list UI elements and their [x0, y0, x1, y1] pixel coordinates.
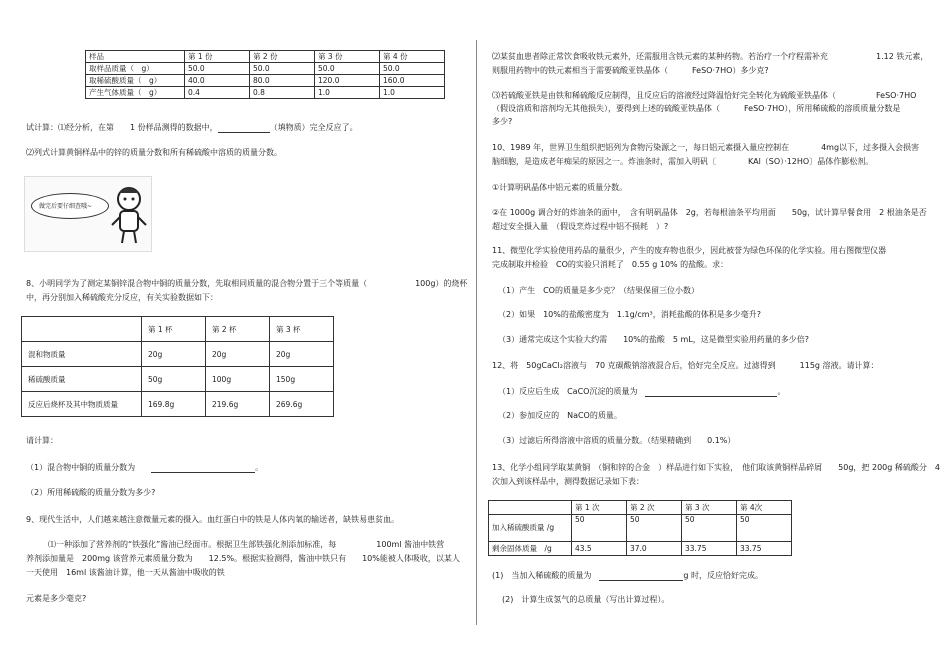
table-cell: 50.0 — [315, 63, 380, 75]
table-cell: 219.6g — [206, 392, 270, 417]
table-cell: 80.0 — [250, 75, 315, 87]
question-9-part-1-line-3: 一天使用 16ml 该酱油计算，他一天从酱油中吸收的铁 — [26, 568, 225, 577]
right-column — [478, 0, 950, 658]
table-cell: 加入稀硫酸质量 /g — [489, 515, 572, 542]
table-row — [86, 75, 445, 87]
table-cell: 50.0 — [380, 63, 445, 75]
table-cell: 50.0 — [185, 63, 250, 75]
table-cell: 1.0 — [315, 87, 380, 99]
table-header-cell: 第 2 份 — [250, 51, 315, 63]
answer-blank[interactable] — [218, 122, 270, 133]
table-header-cell: 第 2 次 — [627, 501, 682, 515]
question-13-line-2: 次加入到该样品中，测得数据记录如下表： — [492, 477, 644, 486]
table-cell: 100g — [206, 367, 270, 392]
question-12-part-1: （1）反应后生成 CaCO沉淀的质量为 。 — [498, 387, 786, 396]
table-cell: 50g — [142, 367, 206, 392]
table-cell: 50 — [737, 515, 792, 542]
table-header-cell — [489, 501, 572, 515]
table-row — [86, 51, 445, 63]
table-cell: 20g — [142, 342, 206, 367]
answer-blank[interactable] — [645, 386, 777, 397]
table-cell: 269.6g — [270, 392, 334, 417]
question-9-part-2-line-1: ⑵某贫血患者除正常饮食吸收铁元素外，还需服用含铁元素的某种药物。若治疗一个疗程需补充 1.12 铁元素， — [492, 52, 929, 61]
table-header-cell: 第 4次 — [737, 501, 792, 515]
table-cell: 混和物质量 — [22, 342, 142, 367]
question-9-part-2-line-2: 则服用药物中的铁元素相当于需要硫酸亚铁晶体（ FeSO·7HO）多少克? — [492, 66, 769, 75]
sample-data-table — [85, 50, 445, 99]
table-row — [86, 63, 445, 75]
table-cell: 50 — [572, 515, 627, 542]
question-9-intro: 9、现代生活中，人们越来越注意微量元素的摄入。血红蛋白中的铁是人体内氧的输送者，缺铁易患贫血。 — [26, 515, 400, 524]
question-10-line-2: 脑细胞，是造成老年痴呆的原因之一。炸油条时，需加入明矾〔 KAl（SO）·12HO〕晶体作膨松剂。 — [492, 157, 874, 166]
table-cell: 0.8 — [250, 87, 315, 99]
question-13-part-1: (1) 当加入稀硫酸的质量为 g 时，反应恰好完成。 — [492, 571, 763, 580]
question-9-part-1-line-1: ⑴一种添加了营养剂的“铁强化”酱油已经面市。根据卫生部铁强化剂添加标准，每 100ml 酱油中铁营 — [48, 540, 445, 549]
question-10-part-2-line-1: ②在 1000g 调合好的炸油条的面中， 含有明矾晶体 2g，若每根油条平均用面 50g，试计算早餐食用 2 根油条是否 — [492, 208, 927, 217]
question-8-ask: 请计算： — [26, 436, 58, 445]
experiment-data-table — [21, 316, 334, 417]
mascot-icon — [111, 185, 147, 245]
table-row — [22, 342, 334, 367]
question-9-part-3-line-1: ⑶若硫酸亚铁是由铁和稀硫酸反应制得，且反应后的溶液经过降温恰好完全转化为硫酸亚铁晶体（ FeSO·7HO — [492, 91, 917, 100]
question-9-part-1-line-2: 养剂添加量是 200mg 该营养元素质量分数为 12.5%。根据实验测得，酱油中铁只有 10%能被人体吸收，以某人 — [26, 554, 460, 563]
answer-blank[interactable] — [151, 462, 255, 473]
table-cell: 0.4 — [185, 87, 250, 99]
question-13-line-1: 13、化学小组同学取某黄铜 （铜和锌的合金 ）样品进行如下实验， 他们取该黄铜样品碎屑 50g，把 200g 稀硫酸分 4 — [492, 463, 940, 472]
question-12-part-3: （3）过滤后所得溶液中溶质的质量分数。（结果精确到 0.1%） — [498, 436, 736, 445]
question-11-part-2: （2）如果 10%的盐酸密度为 1.1g/cm³，消耗盐酸的体积是多少毫升? — [498, 310, 762, 319]
table-header-cell: 第 3 次 — [682, 501, 737, 515]
table-row — [489, 542, 792, 556]
question-12: 12、将 50gCaCl₂溶液与 70 克碳酸钠溶液混合后，恰好完全反应。过滤得到 115g 溶液。请计算： — [492, 361, 879, 370]
table-header-cell: 样品 — [86, 51, 185, 63]
table-cell: 37.0 — [627, 542, 682, 556]
table-cell: 169.8g — [142, 392, 206, 417]
question-13-part-2: (2) 计算生成氢气的总质量（写出计算过程）。 — [502, 595, 670, 604]
table-row — [22, 367, 334, 392]
table-row — [22, 392, 334, 417]
table-cell: 20g — [270, 342, 334, 367]
question-8-line-1: 8、小明同学为了测定某铜锌混合物中铜的质量分数，先取相同质量的混合物分置于三个等质量（ 100g）的烧杯 — [26, 279, 468, 288]
question-9-part-1-line-4: 元素是多少毫克? — [26, 594, 87, 603]
question-11-part-1: （1）产生 CO的质量是多少克？（结果保留三位小数） — [498, 286, 699, 295]
question-7-part-1: 试计算：⑴经分析，在第 1 份样品测得的数据中， （填物质）完全反应了。 — [26, 123, 358, 132]
question-11-line-1: 11、微型化学实验使用药品的量很少，产生的废弃物也很少，因此被誉为绿色环保的化学实验。用右图微型仪器 — [492, 246, 887, 255]
table-cell: 取稀硫酸质量（ g） — [86, 75, 185, 87]
table-header-cell — [22, 317, 142, 342]
question-11-part-3: （3）通常完成这个实验大约需 10%的盐酸 5 mL，这是微型实验用药量的多少倍? — [498, 335, 809, 344]
table-header-cell: 第 1 份 — [185, 51, 250, 63]
table-cell: 稀硫酸质量 — [22, 367, 142, 392]
table-header-cell: 第 2 杯 — [206, 317, 270, 342]
question-10-line-1: 10、1989 年，世界卫生组织把铝列为食物污染源之一，每日铝元素摄入量应控制在 4mg以下，过多摄入会损害 — [492, 143, 920, 152]
table-row — [86, 87, 445, 99]
table-cell: 反应后烧杯及其中物质质量 — [22, 392, 142, 417]
table-cell: 1.0 — [380, 87, 445, 99]
table-row — [22, 317, 334, 342]
table-row — [489, 501, 792, 515]
table-cell: 120.0 — [315, 75, 380, 87]
table-cell: 剩余固体质量 /g — [489, 542, 572, 556]
bubble-text: 做完后要仔细查哦~ — [39, 203, 93, 210]
table-header-cell: 第 4 份 — [380, 51, 445, 63]
table-cell: 50 — [627, 515, 682, 542]
question-9-part-3-line-2: （假设溶质和溶剂均无其他损失），要得到上述的硫酸亚铁晶体（ FeSO·7HO），所用稀硫酸的溶质质量分数是 — [492, 104, 901, 113]
answer-blank[interactable] — [599, 570, 683, 581]
table-header-cell: 第 3 份 — [315, 51, 380, 63]
table-cell: 43.5 — [572, 542, 627, 556]
question-11-line-2: 完成制取并检验 CO的实验只消耗了 0.55 g 10% 的盐酸。求： — [492, 260, 729, 269]
cartoon-illustration — [24, 176, 152, 252]
table-cell: 产生气体质量（ g） — [86, 87, 185, 99]
table-cell: 50 — [682, 515, 737, 542]
table-row — [489, 515, 792, 542]
table-cell: 40.0 — [185, 75, 250, 87]
table-header-cell: 第 1 次 — [572, 501, 627, 515]
table-cell: 150g — [270, 367, 334, 392]
table-cell: 50.0 — [250, 63, 315, 75]
question-9-part-3-line-3: 多少? — [492, 117, 513, 126]
question-8-line-2: 中，再分别加入稀硫酸充分反应，有关实验数据如下： — [26, 293, 218, 302]
table-cell: 33.75 — [737, 542, 792, 556]
table-header-cell: 第 3 杯 — [270, 317, 334, 342]
question-8-part-1: （1）混合物中铜的质量分数为 。 — [26, 463, 264, 472]
brass-experiment-table — [488, 500, 792, 556]
column-divider — [476, 40, 477, 625]
table-cell: 160.0 — [380, 75, 445, 87]
question-10-part-1: ①计算明矾晶体中铝元素的质量分数。 — [492, 183, 628, 192]
table-cell: 33.75 — [682, 542, 737, 556]
question-8-part-2: （2）所用稀硫酸的质量分数为多少? — [26, 488, 156, 497]
table-cell: 20g — [206, 342, 270, 367]
table-header-cell: 第 1 杯 — [142, 317, 206, 342]
question-7-part-2: ⑵列式计算黄铜样品中的锌的质量分数和所有稀硫酸中溶质的质量分数。 — [26, 148, 282, 157]
question-10-part-2-line-2: 超过安全摄入量 （假设烹炸过程中铝不损耗 ）? — [492, 222, 669, 231]
table-cell: 取样品质量（ g） — [86, 63, 185, 75]
question-12-part-2: （2）参加反应的 NaCO的质量。 — [498, 411, 622, 420]
